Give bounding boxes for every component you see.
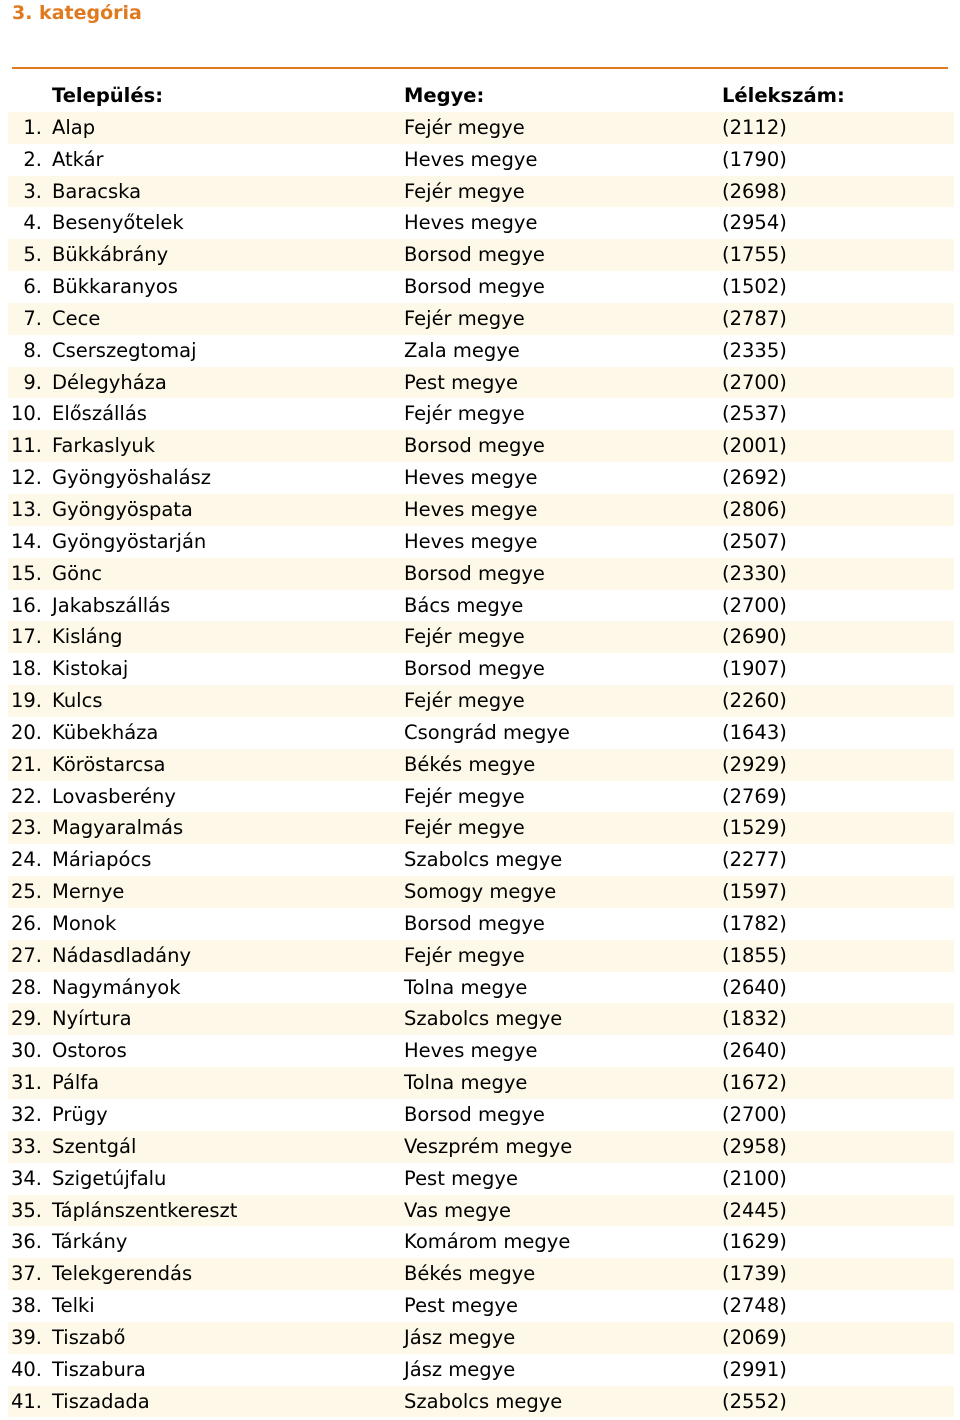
population-value: (1629) (722, 1230, 787, 1254)
header-population: Lélekszám: (722, 84, 845, 107)
settlement-name: Kübekháza (52, 720, 159, 744)
county-name: Heves megye (404, 497, 538, 521)
title-divider (12, 67, 948, 69)
row-number: 5. (23, 243, 42, 267)
settlement-name: Gyöngyöshalász (52, 466, 212, 490)
population-value: (1790) (722, 147, 787, 171)
population-value: (2929) (722, 752, 787, 776)
settlement-name: Kistokaj (52, 657, 129, 681)
row-number: 33. (10, 1134, 42, 1158)
table-header-row (8, 80, 954, 112)
county-name: Fejér megye (404, 625, 525, 649)
row-number: 32. (10, 1103, 42, 1126)
county-name: Tolna megye (404, 1071, 528, 1095)
settlement-name: Besenyőtelek (52, 211, 184, 235)
county-name: Fejér megye (404, 306, 525, 330)
county-name: Fejér megye (404, 784, 525, 808)
population-value: (2552) (722, 1389, 787, 1413)
row-number: 10. (10, 402, 42, 426)
population-value: (2260) (722, 689, 787, 713)
population-value: (2445) (722, 1198, 787, 1222)
row-number: 15. (10, 561, 42, 585)
page-title: 3. kategória (12, 2, 142, 24)
population-value: (2700) (722, 1103, 787, 1126)
table-row (8, 398, 954, 430)
settlement-name: Atkár (52, 147, 104, 171)
county-name: Komárom megye (404, 1230, 571, 1254)
settlement-name: Lovasberény (52, 784, 176, 808)
table-row (8, 239, 954, 271)
county-name: Heves megye (404, 147, 538, 171)
settlement-name: Monok (52, 911, 117, 935)
table-row (8, 653, 954, 685)
county-name: Fejér megye (404, 943, 525, 967)
county-name: Heves megye (404, 466, 538, 490)
row-number: 31. (10, 1071, 42, 1095)
population-value: (2769) (722, 784, 787, 808)
table-row (8, 176, 954, 208)
settlement-name: Bükkábrány (52, 243, 169, 267)
population-value: (2330) (722, 561, 787, 585)
population-value: (2335) (722, 338, 787, 362)
county-name: Pest megye (404, 1294, 518, 1318)
population-value: (1643) (722, 720, 787, 744)
row-number: 4. (23, 211, 42, 235)
population-value: (2640) (722, 975, 787, 999)
county-name: Borsod megye (404, 275, 545, 299)
settlement-name: Kulcs (52, 689, 103, 713)
population-value: (2069) (722, 1325, 787, 1349)
county-name: Jász megye (404, 1357, 516, 1381)
table-row (8, 621, 954, 653)
county-name: Fejér megye (404, 816, 525, 840)
table-row (8, 1131, 954, 1163)
county-name: Békés megye (404, 1262, 536, 1286)
population-value: (1782) (722, 911, 787, 935)
row-number: 22. (10, 784, 42, 808)
population-value: (2700) (722, 593, 787, 617)
row-number: 37. (10, 1262, 42, 1286)
population-value: (2700) (722, 370, 787, 394)
settlement-name: Gyöngyöstarján (52, 529, 207, 553)
row-number: 40. (10, 1357, 42, 1381)
row-number: 1. (23, 115, 42, 139)
table-row (8, 1003, 954, 1035)
settlement-name: Baracska (52, 179, 142, 203)
county-name: Borsod megye (404, 657, 545, 681)
table-row (8, 271, 954, 303)
table-row (8, 112, 954, 144)
settlement-name: Gönc (52, 561, 103, 585)
row-number: 20. (10, 720, 42, 744)
table-row (8, 1035, 954, 1067)
county-name: Szabolcs megye (404, 1007, 563, 1031)
settlement-name: Telki (52, 1294, 95, 1318)
county-name: Tolna megye (404, 975, 528, 999)
table-row (8, 844, 954, 876)
population-value: (1855) (722, 943, 787, 967)
table-row (8, 462, 954, 494)
settlement-name: Előszállás (52, 402, 147, 426)
settlement-name: Tiszadada (52, 1389, 150, 1413)
county-name: Fejér megye (404, 179, 525, 203)
population-value: (2748) (722, 1294, 787, 1318)
county-name: Fejér megye (404, 402, 525, 426)
table-row (8, 207, 954, 239)
county-name: Heves megye (404, 211, 538, 235)
population-value: (1739) (722, 1262, 787, 1286)
settlement-name: Jakabszállás (52, 593, 171, 617)
table-row (8, 1258, 954, 1290)
table-body (8, 112, 954, 1418)
settlement-name: Tárkány (52, 1230, 128, 1254)
row-number: 35. (10, 1198, 42, 1222)
table-row (8, 1226, 954, 1258)
population-value: (1755) (722, 243, 787, 267)
row-number: 34. (10, 1166, 42, 1190)
table-row (8, 1163, 954, 1195)
population-value: (2112) (722, 115, 787, 139)
table-row (8, 335, 954, 367)
settlement-name: Nyírtura (52, 1007, 132, 1031)
row-number: 7. (23, 306, 42, 330)
county-name: Borsod megye (404, 561, 545, 585)
table-row (8, 303, 954, 335)
population-value: (1672) (722, 1071, 787, 1095)
county-name: Zala megye (404, 338, 520, 362)
table-row (8, 558, 954, 590)
table-row (8, 717, 954, 749)
settlement-name: Ostoros (52, 1039, 127, 1063)
row-number: 18. (10, 657, 42, 681)
row-number: 3. (23, 179, 42, 203)
settlement-name: Máriapócs (52, 848, 152, 872)
table-row (8, 1386, 954, 1418)
row-number: 26. (10, 911, 42, 935)
population-value: (1832) (722, 1007, 787, 1031)
population-value: (2001) (722, 434, 787, 458)
county-name: Fejér megye (404, 689, 525, 713)
settlement-name: Mernye (52, 880, 125, 904)
table-row (8, 367, 954, 399)
settlement-name: Gyöngyöspata (52, 497, 193, 521)
population-value: (2537) (722, 402, 787, 426)
table-row (8, 685, 954, 717)
table-row (8, 1195, 954, 1227)
county-name: Bács megye (404, 593, 524, 617)
population-value: (2954) (722, 211, 787, 235)
population-value: (2640) (722, 1039, 787, 1063)
settlement-name: Cserszegtomaj (52, 338, 197, 362)
county-name: Csongrád megye (404, 720, 570, 744)
table-row (8, 144, 954, 176)
row-number: 16. (10, 593, 42, 617)
row-number: 11. (10, 434, 42, 458)
population-value: (2698) (722, 179, 787, 203)
population-value: (1907) (722, 657, 787, 681)
county-name: Jász megye (404, 1325, 516, 1349)
settlement-name: Cece (52, 306, 101, 330)
settlement-name: Táplánszentkereszt (52, 1198, 238, 1222)
table-row (8, 1067, 954, 1099)
settlement-name: Bükkaranyos (52, 275, 178, 299)
row-number: 41. (10, 1389, 42, 1413)
row-number: 24. (10, 848, 42, 872)
row-number: 38. (10, 1294, 42, 1318)
row-number: 25. (10, 880, 42, 904)
table-row (8, 1354, 954, 1386)
county-name: Heves megye (404, 1039, 538, 1063)
population-value: (2690) (722, 625, 787, 649)
settlement-table (8, 80, 954, 1417)
county-name: Pest megye (404, 370, 518, 394)
table-row (8, 430, 954, 462)
settlement-name: Magyaralmás (52, 816, 184, 840)
county-name: Vas megye (404, 1198, 512, 1222)
table-row (8, 590, 954, 622)
row-number: 14. (10, 529, 42, 553)
table-row (8, 1099, 954, 1131)
row-number: 21. (10, 752, 42, 776)
table-row (8, 1290, 954, 1322)
county-name: Veszprém megye (404, 1134, 573, 1158)
table-row (8, 749, 954, 781)
table-row (8, 908, 954, 940)
row-number: 13. (10, 497, 42, 521)
table-row (8, 972, 954, 1004)
row-number: 12. (10, 466, 42, 490)
row-number: 29. (10, 1007, 42, 1031)
row-number: 28. (10, 975, 42, 999)
row-number: 30. (10, 1039, 42, 1063)
settlement-name: Nádasdladány (52, 943, 191, 967)
county-name: Borsod megye (404, 911, 545, 935)
settlement-name: Tiszabura (52, 1357, 146, 1381)
table-row (8, 526, 954, 558)
settlement-name: Prügy (52, 1103, 108, 1126)
population-value: (2507) (722, 529, 787, 553)
table-row (8, 494, 954, 526)
settlement-name: Farkaslyuk (52, 434, 156, 458)
county-name: Szabolcs megye (404, 848, 563, 872)
county-name: Borsod megye (404, 243, 545, 267)
settlement-name: Szentgál (52, 1134, 137, 1158)
settlement-name: Köröstarcsa (52, 752, 166, 776)
row-number: 19. (10, 689, 42, 713)
table-row (8, 1322, 954, 1354)
table-row (8, 876, 954, 908)
table-row (8, 940, 954, 972)
county-name: Somogy megye (404, 880, 557, 904)
row-number: 36. (10, 1230, 42, 1254)
row-number: 9. (23, 370, 42, 394)
population-value: (2991) (722, 1357, 787, 1381)
population-value: (2100) (722, 1166, 787, 1190)
settlement-name: Pálfa (52, 1071, 100, 1095)
row-number: 23. (10, 816, 42, 840)
settlement-name: Szigetújfalu (52, 1166, 167, 1190)
population-value: (1502) (722, 275, 787, 299)
settlement-name: Alap (52, 115, 96, 139)
county-name: Borsod megye (404, 1103, 545, 1126)
row-number: 17. (10, 625, 42, 649)
population-value: (1529) (722, 816, 787, 840)
county-name: Fejér megye (404, 115, 525, 139)
population-value: (2787) (722, 306, 787, 330)
row-number: 27. (10, 943, 42, 967)
settlement-name: Telekgerendás (52, 1262, 193, 1286)
row-number: 2. (23, 147, 42, 171)
population-value: (1597) (722, 880, 787, 904)
population-value: (2692) (722, 466, 787, 490)
population-value: (2806) (722, 497, 787, 521)
row-number: 6. (23, 275, 42, 299)
settlement-name: Tiszabő (52, 1325, 126, 1349)
county-name: Szabolcs megye (404, 1389, 563, 1413)
header-county: Megye: (404, 84, 485, 107)
row-number: 8. (23, 338, 42, 362)
row-number: 39. (10, 1325, 42, 1349)
county-name: Borsod megye (404, 434, 545, 458)
county-name: Heves megye (404, 529, 538, 553)
population-value: (2277) (722, 848, 787, 872)
table-row (8, 781, 954, 813)
county-name: Pest megye (404, 1166, 518, 1190)
settlement-name: Nagymányok (52, 975, 181, 999)
population-value: (2958) (722, 1134, 787, 1158)
settlement-name: Kisláng (52, 625, 123, 649)
table-row (8, 812, 954, 844)
header-settlement: Település: (52, 84, 164, 107)
county-name: Békés megye (404, 752, 536, 776)
settlement-name: Délegyháza (52, 370, 167, 394)
